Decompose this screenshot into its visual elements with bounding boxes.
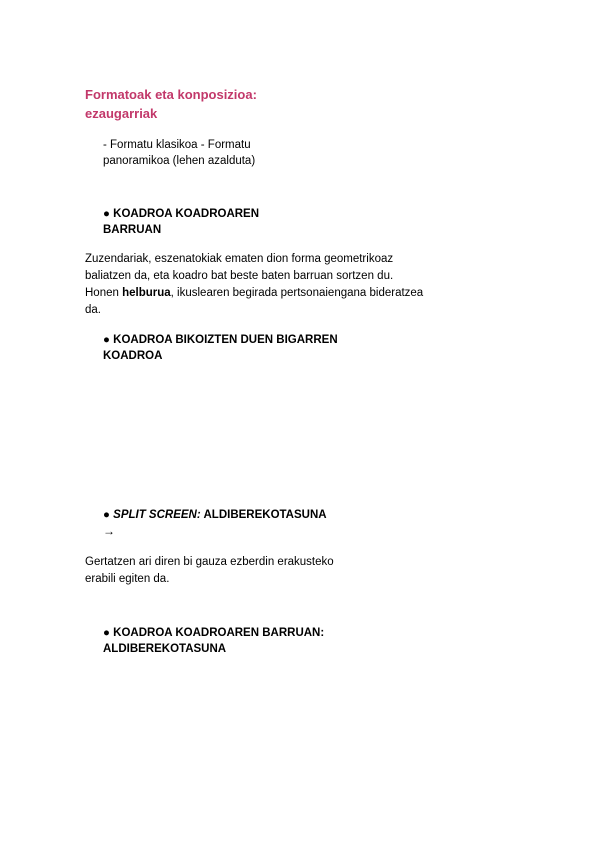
section-3-heading [103,507,403,539]
paragraph-line: Gertatzen ari diren bi gauza ezberdin erakusteko [85,556,334,568]
section-1-heading [103,206,363,238]
page-title-line-2: ezaugarriak [85,106,158,121]
arrow-icon: → [103,524,115,538]
paragraph-line: da. [85,304,101,316]
split-screen-label: SPLIT SCREEN: [113,509,201,521]
paragraph-line: erabili egiten da. [85,573,170,585]
paragraph-line: Honen helburua, ikuslearen begirada pertsonaiengana bideratzea [85,287,424,299]
section-3-heading-rest: ALDIBEREKOTASUNA [203,509,327,521]
paragraph-line: Zuzendariak, eszenatokiak ematen dion forma geometrikoaz [85,253,394,265]
bullet-icon: ● [103,509,110,521]
page-title-line-1: Formatoak eta konposizioa: [85,87,257,102]
bold-term: helburua [122,287,171,299]
format-list-line-2: panoramikoa (lehen azalduta) [103,155,256,167]
section-2-heading-line-2: KOADROA [103,350,163,362]
section-2-heading [103,332,403,364]
bullet-icon: ● [103,627,110,639]
section-1-paragraph [85,251,465,319]
section-3-paragraph [85,554,465,588]
section-1-heading-line-1: KOADROA KOADROAREN [113,208,260,220]
section-4-heading [103,625,403,657]
section-1-heading-line-2: BARRUAN [103,224,162,236]
paragraph-line: baliatzen da, eta koadro bat beste baten barruan sortzen du. [85,270,394,282]
section-4-heading-line-1: KOADROA KOADROAREN BARRUAN: [113,627,325,639]
bullet-icon: ● [103,334,110,346]
format-list [103,137,303,169]
section-4-heading-line-2: ALDIBEREKOTASUNA [103,643,227,655]
section-2-heading-line-1: KOADROA BIKOIZTEN DUEN BIGARREN [113,334,338,346]
format-list-line-1: - Formatu klasikoa - Formatu [103,139,251,151]
page-title [85,85,345,123]
bullet-icon: ● [103,208,110,220]
